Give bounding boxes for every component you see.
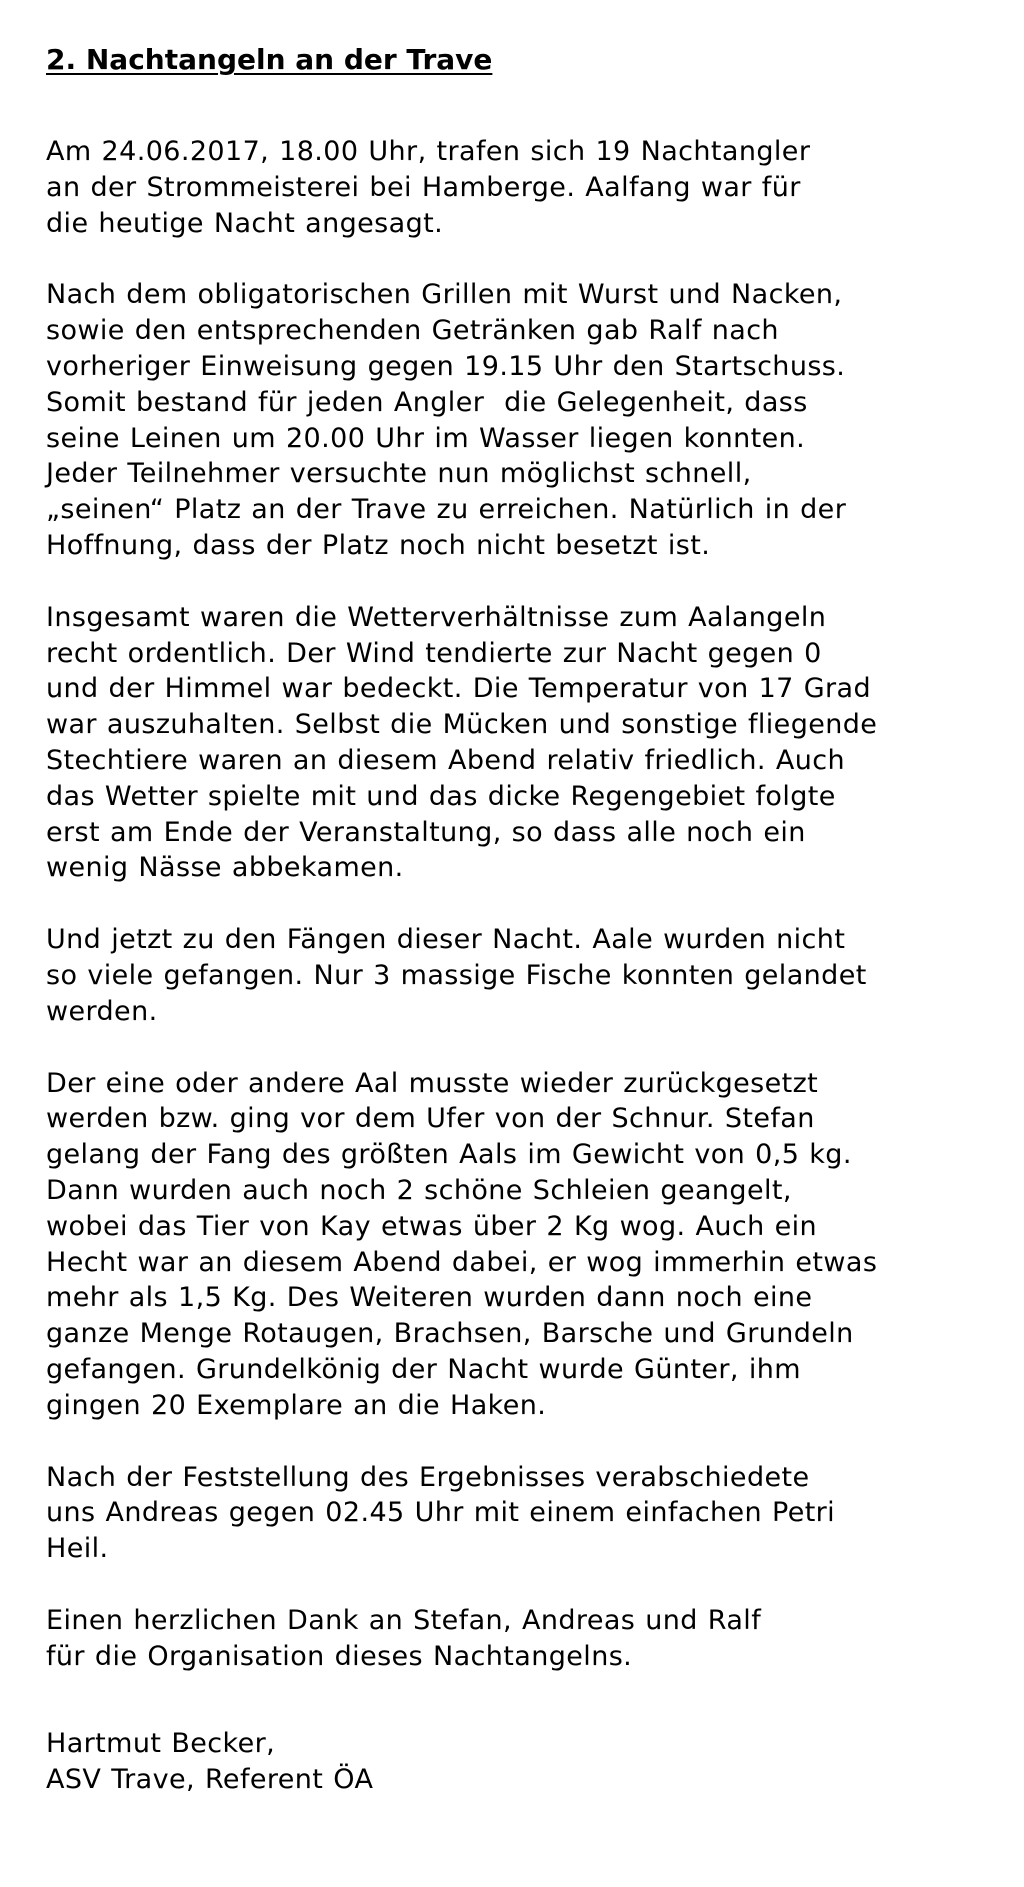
text-line: Einen herzlichen Dank an Stefan, Andreas und Ralf	[46, 1604, 762, 1636]
text-line: so viele gefangen. Nur 3 massige Fische konnten gelandet	[46, 959, 867, 991]
text-line: uns Andreas gegen 02.45 Uhr mit einem einfachen Petri	[46, 1497, 836, 1529]
text-line: für die Organisation dieses Nachtangelns.	[46, 1640, 633, 1672]
text-line: Am 24.06.2017, 18.00 Uhr, trafen sich 19 Nachtangler	[46, 136, 811, 167]
document-body	[46, 134, 976, 1674]
text-line: Jeder Teilnehmer versuchte nun möglichst schnell,	[46, 458, 752, 490]
text-line: „seinen“ Platz an der Trave zu erreichen. Natürlich in der	[46, 494, 847, 526]
text-line: Nach der Feststellung des Ergebnisses verabschiedete	[46, 1461, 810, 1493]
text-line: Hecht war an diesem Abend dabei, er wog immerhin etwas	[46, 1246, 878, 1278]
paragraph	[46, 922, 976, 1029]
text-line: Hoffnung, dass der Platz noch nicht besetzt ist.	[46, 529, 711, 561]
text-line: ganze Menge Rotaugen, Brachsen, Barsche und Grundeln	[46, 1318, 854, 1350]
text-line: und der Himmel war bedeckt. Die Temperatur von 17 Grad	[46, 673, 872, 705]
text-line: vorheriger Einweisung gegen 19.15 Uhr den Startschuss.	[46, 350, 846, 382]
text-line: Dann wurden auch noch 2 schöne Schleien geangelt,	[46, 1174, 792, 1206]
text-line: Und jetzt zu den Fängen dieser Nacht. Aale wurden nicht	[46, 924, 846, 956]
text-line: wenig Nässe abbekamen.	[46, 852, 404, 884]
text-line: an der Strommeisterei bei Hamberge. Aalfang war für	[46, 171, 801, 203]
document-page	[46, 40, 976, 1798]
author-role: ASV Trave, Referent ÖA	[46, 1764, 374, 1796]
paragraph	[46, 134, 976, 241]
text-line: Insgesamt waren die Wetterverhältnisse zum Aalangeln	[46, 601, 827, 633]
text-line: gelang der Fang des größten Aals im Gewicht von 0,5 kg.	[46, 1139, 852, 1171]
text-line: Stechtiere waren an diesem Abend relativ friedlich. Auch	[46, 744, 845, 776]
document-title: 2. Nachtangeln an der Trave	[46, 43, 493, 76]
text-line: gefangen. Grundelkönig der Nacht wurde Günter, ihm	[46, 1353, 801, 1385]
text-line: werden bzw. ging vor dem Ufer von der Schnur. Stefan	[46, 1103, 815, 1135]
author-name: Hartmut Becker,	[46, 1728, 276, 1760]
paragraph	[46, 1603, 976, 1675]
text-line: war auszuhalten. Selbst die Mücken und sonstige fliegende	[46, 709, 878, 741]
text-line: werden.	[46, 995, 158, 1027]
text-line: das Wetter spielte mit und das dicke Regengebiet folgte	[46, 780, 836, 812]
text-line: Heil.	[46, 1533, 109, 1565]
text-line: mehr als 1,5 Kg. Des Weiteren wurden dann noch eine	[46, 1282, 813, 1314]
text-line: Nach dem obligatorischen Grillen mit Wurst und Nacken,	[46, 279, 843, 311]
text-line: erst am Ende der Veranstaltung, so dass alle noch ein	[46, 816, 806, 848]
paragraph	[46, 600, 976, 886]
text-line: sowie den entsprechenden Getränken gab Ralf nach	[46, 315, 779, 347]
paragraph	[46, 1066, 976, 1424]
text-line: gingen 20 Exemplare an die Haken.	[46, 1389, 547, 1421]
text-line: recht ordentlich. Der Wind tendierte zur Nacht gegen 0	[46, 637, 822, 669]
paragraph	[46, 1460, 976, 1567]
text-line: die heutige Nacht angesagt.	[46, 207, 444, 239]
text-line: Somit bestand für jeden Angler die Gelegenheit, dass	[46, 386, 808, 418]
text-line: wobei das Tier von Kay etwas über 2 Kg wog. Auch ein	[46, 1210, 818, 1242]
text-line: seine Leinen um 20.00 Uhr im Wasser liegen konnten.	[46, 422, 806, 454]
signature-block	[46, 1726, 976, 1798]
paragraph	[46, 277, 976, 563]
text-line: Der eine oder andere Aal musste wieder zurückgesetzt	[46, 1067, 819, 1099]
